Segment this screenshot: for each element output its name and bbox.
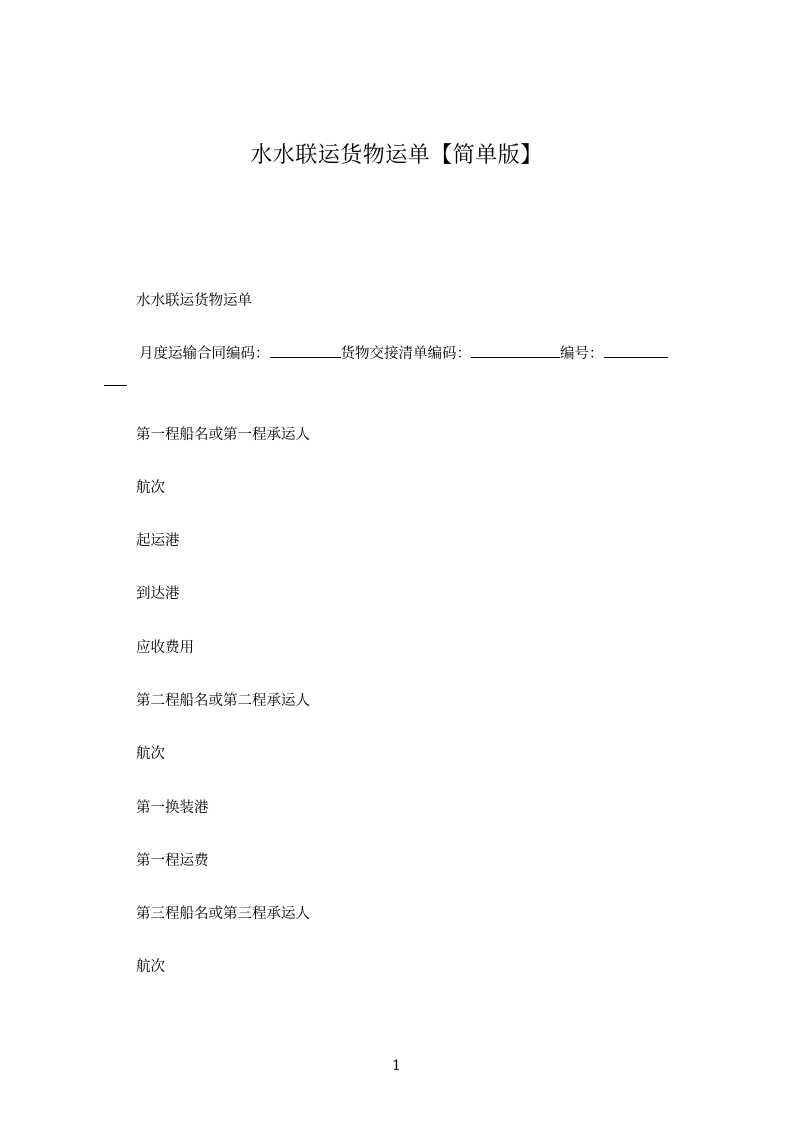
number-label: 编号： [560, 346, 604, 362]
monthly-contract-blank [270, 343, 341, 358]
item-first-transshipment-port: 第一换装港 [136, 800, 209, 816]
code-line [139, 343, 668, 364]
item-arrival-port: 到达港 [136, 586, 180, 602]
item-departure-port: 起运港 [136, 533, 180, 549]
item-third-leg-ship: 第三程船名或第三程承运人 [136, 906, 310, 922]
document-subtitle: 水水联运货物运单 [136, 293, 252, 309]
item-receivable-fees: 应收费用 [136, 640, 194, 656]
monthly-contract-label: 月度运输合同编码： [139, 346, 270, 362]
item-first-leg-freight: 第一程运费 [136, 853, 209, 869]
cargo-list-label: 货物交接清单编码： [340, 346, 471, 362]
item-second-leg-ship: 第二程船名或第二程承运人 [136, 693, 310, 709]
item-voyage-3: 航次 [136, 959, 165, 975]
item-voyage-1: 航次 [136, 480, 165, 496]
cargo-list-blank [471, 343, 560, 358]
item-voyage-2: 航次 [136, 746, 165, 762]
number-blank-continuation [104, 385, 127, 386]
document-title: 水水联运货物运单【简单版】 [250, 143, 543, 168]
page-number: 1 [392, 1058, 401, 1074]
number-blank [604, 343, 668, 358]
item-first-leg-ship: 第一程船名或第一程承运人 [136, 427, 310, 443]
